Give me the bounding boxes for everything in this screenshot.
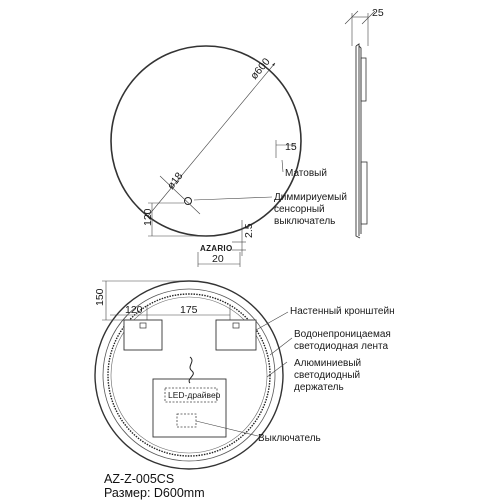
holder-label-3: держатель — [294, 382, 344, 393]
wall-bracket-left — [124, 320, 162, 350]
logo-gap-label: 2.5 — [243, 223, 255, 238]
led-strip-ring — [108, 294, 270, 456]
switch-offset-label: 120 — [142, 208, 154, 226]
diameter-label: ø600 — [248, 55, 273, 82]
side-bracket-top — [361, 58, 366, 101]
side-view — [345, 7, 384, 238]
mirror-side-profile — [356, 44, 361, 238]
dimmer-leader — [194, 197, 272, 200]
led-strip-leader — [270, 338, 292, 355]
matte-label: Матовый — [285, 168, 327, 179]
azario-logo: AZARIO — [200, 244, 233, 253]
matte-leader — [282, 160, 283, 172]
front-view — [111, 46, 347, 267]
bracket-spacing-label: 175 — [180, 304, 198, 316]
led-driver-label: LED-драйвер — [168, 390, 221, 400]
led-strip-label-1: Водонепроницаемая — [294, 329, 391, 340]
diameter-line — [148, 63, 275, 216]
switch-diameter-label: ø18 — [164, 170, 186, 192]
mirror-front-outline — [111, 46, 301, 236]
touch-switch-icon — [185, 198, 192, 205]
size-caption: Размер: D600mm — [104, 486, 205, 500]
dimmer-label-3: выключатель — [274, 216, 336, 227]
wall-bracket-label: Настенный кронштейн — [290, 306, 395, 317]
holder-label-2: светодиодный — [294, 370, 361, 381]
bracket-height-label: 150 — [94, 288, 106, 306]
switch-box — [177, 414, 196, 427]
dimmer-label-2: сенсорный — [274, 204, 325, 215]
depth-tick-left — [345, 11, 358, 24]
switch-leader — [196, 421, 258, 436]
led-strip-label-2: светодиодная лента — [294, 341, 389, 352]
depth-label: 25 — [372, 7, 384, 19]
wall-bracket-right — [216, 320, 256, 350]
side-bracket-bottom — [361, 162, 367, 224]
switch-label: Выключатель — [258, 433, 321, 444]
logo-width-label: 20 — [212, 253, 224, 265]
dimmer-label-1: Диммириуемый — [274, 192, 347, 203]
bracket-left-label: 120 — [125, 304, 143, 316]
back-view — [94, 281, 395, 469]
holder-label-1: Алюминиевый — [294, 358, 362, 369]
model-code: AZ-Z-005CS — [104, 472, 175, 486]
matte-width-label: 15 — [285, 141, 297, 153]
